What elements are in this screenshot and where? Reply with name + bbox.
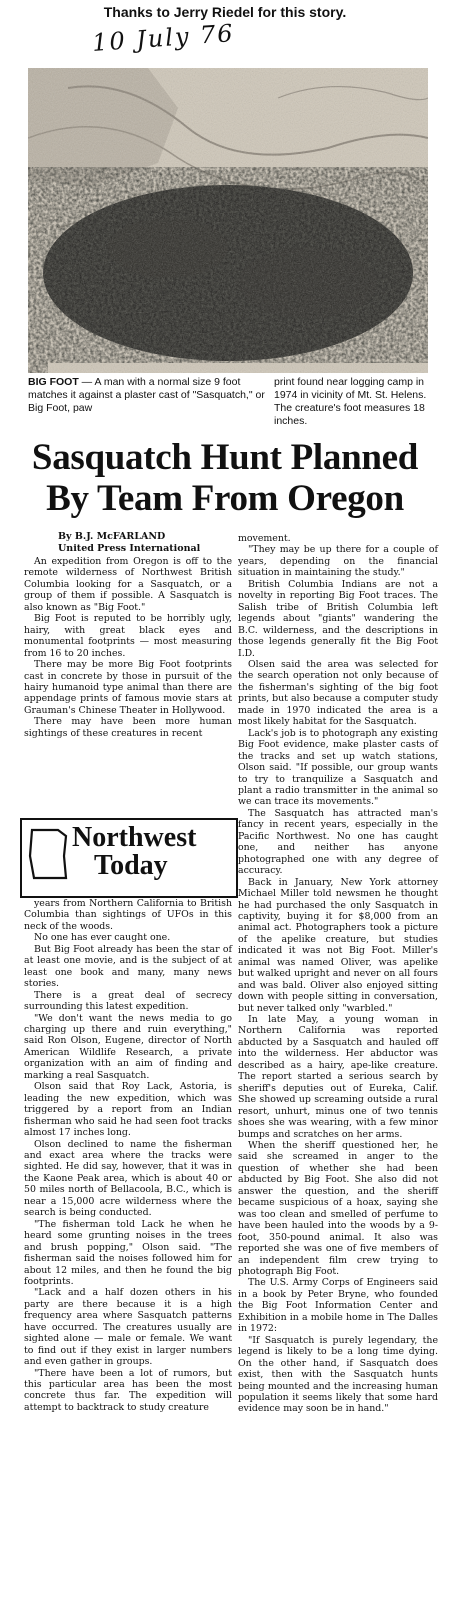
paragraph: Back in January, New York attorney Michael Miller told newsmen he thought he had purchased the only Sasquatch in captivity, buying it for $8,000 from an animal act. Photographers took a picture of the apelike creature, but studies indicated it was not Big Foot. Miller's animal was named Oliver, was apelike but walked upright and never on all fours and was bald. Oliver also enjoyed sitting down with people sitting in conversation, but never talked only "warbled." xyxy=(238,876,438,1014)
paragraph: Olson said that Roy Lack, Astoria, is leading the new expedition, which was triggered by a report from an Indian fisherman who said he had seen foot tracks almost 17 inches long. xyxy=(24,1081,232,1139)
paragraph: There is a great deal of secrecy surrounding this latest expedition. xyxy=(24,989,232,1013)
paragraph: British Columbia Indians are not a novelty in reporting Big Foot traces. The Salish tribe of British Columbia left legends about "giants" wandering the B.C. wilderness, and the descriptions in those legends generally fit the Big Foot I.D. xyxy=(238,578,438,659)
paragraph: Lack's job is to photograph any existing Big Foot evidence, make plaster casts of the tracks and set up watch stations, Olson said. "If possible, our group wants to try to tranquilize a Sasquatch and plant a radio transmitter in the animal so we can trace its movements." xyxy=(238,727,438,808)
paragraph: In late May, a young woman in Northern California was reported abducted by a Sasquatch and hauled off into the wilderness. Her abductor was described as a hairy, ape-like creature. The report started a serious search by sheriff's deputies out of Eureka, Calif. She showed up screaming outside a rural resort, unhurt, minus one of two tennis shoes she was wearing, with a few minor bumps and scratches on her arms. xyxy=(238,1014,438,1140)
paragraph: The U.S. Army Corps of Engineers said in a book by Peter Bryne, who founded the Big Foot Information Center and Exhibition in a mobile home in The Dalles in 1972: xyxy=(238,1277,438,1335)
handwritten-date: 10 July 76 xyxy=(91,19,236,57)
logo-line-1: Northwest xyxy=(72,822,197,853)
paragraph: There may have been more human sightings of these creatures in recent xyxy=(24,716,232,739)
paragraph: "The fisherman told Lack he when he heard some grunting noises in the trees and brush popping," Olson said. "The fisherman said the noises followed him for about 12 miles, and then he found the big footprints. xyxy=(24,1218,232,1287)
photo-caption-left xyxy=(28,376,268,415)
footprint-cast-photo xyxy=(28,68,428,373)
logo-line-2: Today xyxy=(94,850,168,881)
paragraph: Olsen said the area was selected for the search operation not only because of the fisherman's sighting of the big foot prints, but also because a computer study made in 1970 indicated the area is a most likely habitat for the Sasquatch. xyxy=(238,658,438,728)
caption-text-right: print found near logging camp in 1974 in vicinity of Mt. St. Helens. The creature's foot measures 18 inches. xyxy=(274,376,427,427)
headline-line-2: By Team From Oregon xyxy=(46,478,404,519)
paragraph: movement. xyxy=(238,533,291,544)
article-column-right xyxy=(238,533,438,1415)
paragraph: An expedition from Oregon is off to the remote wilderness of Northwest British Columbia looking for a Sasquatch, or a group of them if possible. A Sasquatch is also known as "Big Foot." xyxy=(24,556,232,613)
oregon-map-icon xyxy=(28,826,70,884)
caption-text-left: — A man with a normal size 9 foot matches it against a plaster cast of "Sasquatch," or Big Foot, paw xyxy=(28,376,265,414)
paragraph: years from Northern California to British Columbia than sightings of UFOs in this neck of the woods. xyxy=(24,898,232,932)
paragraph: "There have been a lot of rumors, but this particular area has been the most concrete thus far. The expedition will attempt to backtrack to study creature xyxy=(24,1367,232,1413)
paragraph: Olson declined to name the fisherman and exact area where the tracks were sighted. He did say, however, that it was in the Kaone Peak area, which is about 40 or 50 miles north of Bellacoola, B.C., which is near a 15,000 acre wilderness where the search is being conducted. xyxy=(24,1138,232,1219)
paragraph: When the sheriff questioned her, he said she screamed in anger to the question of whether she had been abducted by Big Foot. She also did not answer the question, and the sheriff became suspicious of a hoax, saying she was too clean and smelled of perfume to have been hauled into the woods by a 9-foot, 350-pound animal. It also was reported she was one of five members of an independent film crew trying to photograph Big Foot. xyxy=(238,1140,438,1277)
paragraph: "They may be up there for a couple of years, depending on the financial situation in maintaining the study." xyxy=(238,544,438,579)
paragraph: No one has ever caught one. xyxy=(34,932,171,944)
byline-agency: United Press International xyxy=(58,543,201,554)
headline xyxy=(10,437,440,519)
headline-line-1: Sasquatch Hunt Planned xyxy=(31,437,419,478)
logo-text xyxy=(72,824,196,880)
article-column-left-bottom xyxy=(24,898,232,1413)
paragraph: The Sasquatch has attracted man's fancy in recent years, especially in the Pacific Northwest. No one has caught one, and neither has anyone photographed one with any degree of accuracy. xyxy=(238,807,438,877)
paragraph: "We don't want the news media to go charging up there and ruin everything," said Ron Olson, Eugene, director of North American Wildlife Research, a private organization with an aim of finding and marking a real Sasquatch. xyxy=(24,1012,232,1081)
paragraph: "If Sasquatch is purely legendary, the legend is likely to be a long time dying. On the other hand, if Sasquatch does exist, then with the Sasquatch hunts being mounted and the increasing human population it seems likely that some hard evidence may soon be in hand." xyxy=(238,1334,438,1415)
credit-note: Thanks to Jerry Riedel for this story. xyxy=(103,4,347,20)
byline-author: By B.J. McFARLAND xyxy=(58,531,166,542)
footprint-cast-image xyxy=(28,68,428,373)
caption-lead: BIG FOOT xyxy=(28,376,79,388)
paragraph: But Big Foot already has been the star of at least one movie, and is the subject of at least one book and many, many news stories. xyxy=(24,943,232,990)
paragraph: "Lack and a half dozen others in his party are there because it is a high frequency area where Sasquatch patterns have occurred. The creatures usually are sighted alone — male or female. We want to find out if they exist in larger numbers and even gather in groups. xyxy=(24,1287,232,1368)
northwest-today-logo xyxy=(20,818,238,898)
paragraph: Big Foot is reputed to be horribly ugly, hairy, with great black eyes and monumental footprints — most measuring from 16 to 20 inches. xyxy=(24,613,232,659)
paragraph: There may be more Big Foot footprints cast in concrete by those in pursuit of the hairy humanoid type animal than there are appendage prints of famous movie stars at Grauman's Chinese Theater in Hollywood. xyxy=(24,659,232,716)
article-column-left-top xyxy=(24,556,232,739)
